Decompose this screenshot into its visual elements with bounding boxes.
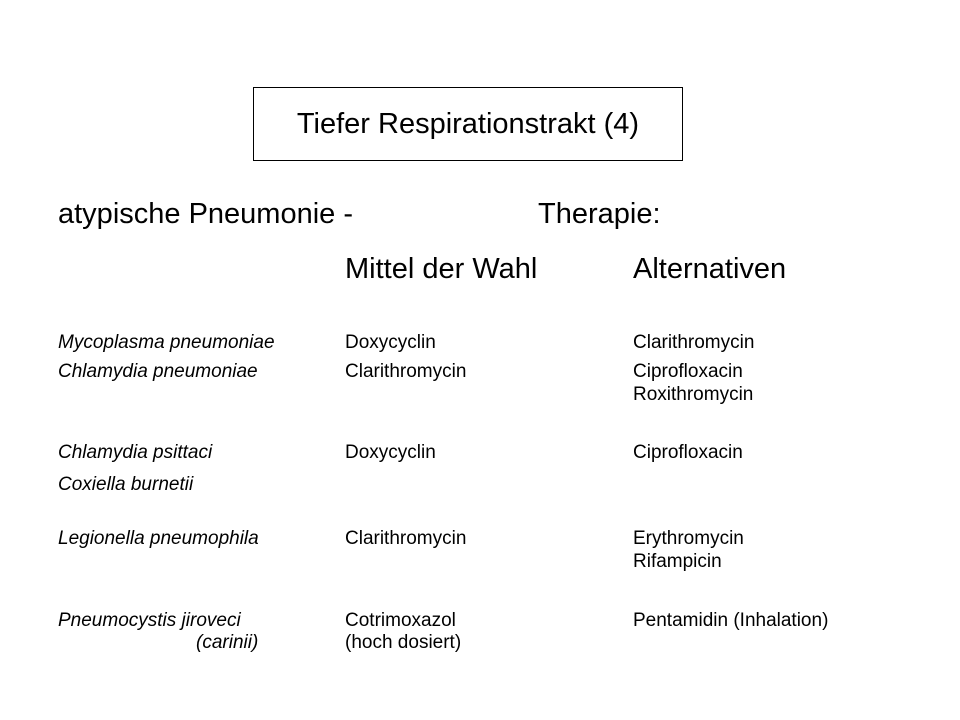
organism-cell: Chlamydia pneumoniae xyxy=(58,361,258,382)
alternative-cell: Pentamidin (Inhalation) xyxy=(633,610,829,631)
organism-cell: Legionella pneumophila xyxy=(58,528,259,549)
organism-synonym-cell: (carinii) xyxy=(196,632,259,653)
first-choice-note-cell: (hoch dosiert) xyxy=(345,632,462,653)
column-header-first-choice: Mittel der Wahl xyxy=(345,253,538,285)
alternative-cell: Rifampicin xyxy=(633,551,722,572)
alternative-cell: Ciprofloxacin xyxy=(633,442,743,463)
slide-title-box xyxy=(253,87,683,161)
organism-cell: Coxiella burnetii xyxy=(58,474,194,495)
alternative-cell: Roxithromycin xyxy=(633,384,754,405)
first-choice-cell: Doxycyclin xyxy=(345,442,436,463)
organism-cell: Pneumocystis jiroveci xyxy=(58,610,241,631)
organism-cell: Mycoplasma pneumoniae xyxy=(58,332,275,353)
heading-therapy: Therapie: xyxy=(538,198,661,230)
alternative-cell: Clarithromycin xyxy=(633,332,755,353)
heading-atypical-pneumonia: atypische Pneumonie - xyxy=(58,198,353,230)
organism-cell: Chlamydia psittaci xyxy=(58,442,213,463)
first-choice-cell: Clarithromycin xyxy=(345,361,467,382)
first-choice-cell: Cotrimoxazol xyxy=(345,610,456,631)
column-header-alternatives: Alternativen xyxy=(633,253,787,285)
first-choice-cell: Doxycyclin xyxy=(345,332,436,353)
slide-title: Tiefer Respirationstrakt (4) xyxy=(296,107,640,140)
alternative-cell: Ciprofloxacin xyxy=(633,361,743,382)
first-choice-cell: Clarithromycin xyxy=(345,528,467,549)
alternative-cell: Erythromycin xyxy=(633,528,744,549)
